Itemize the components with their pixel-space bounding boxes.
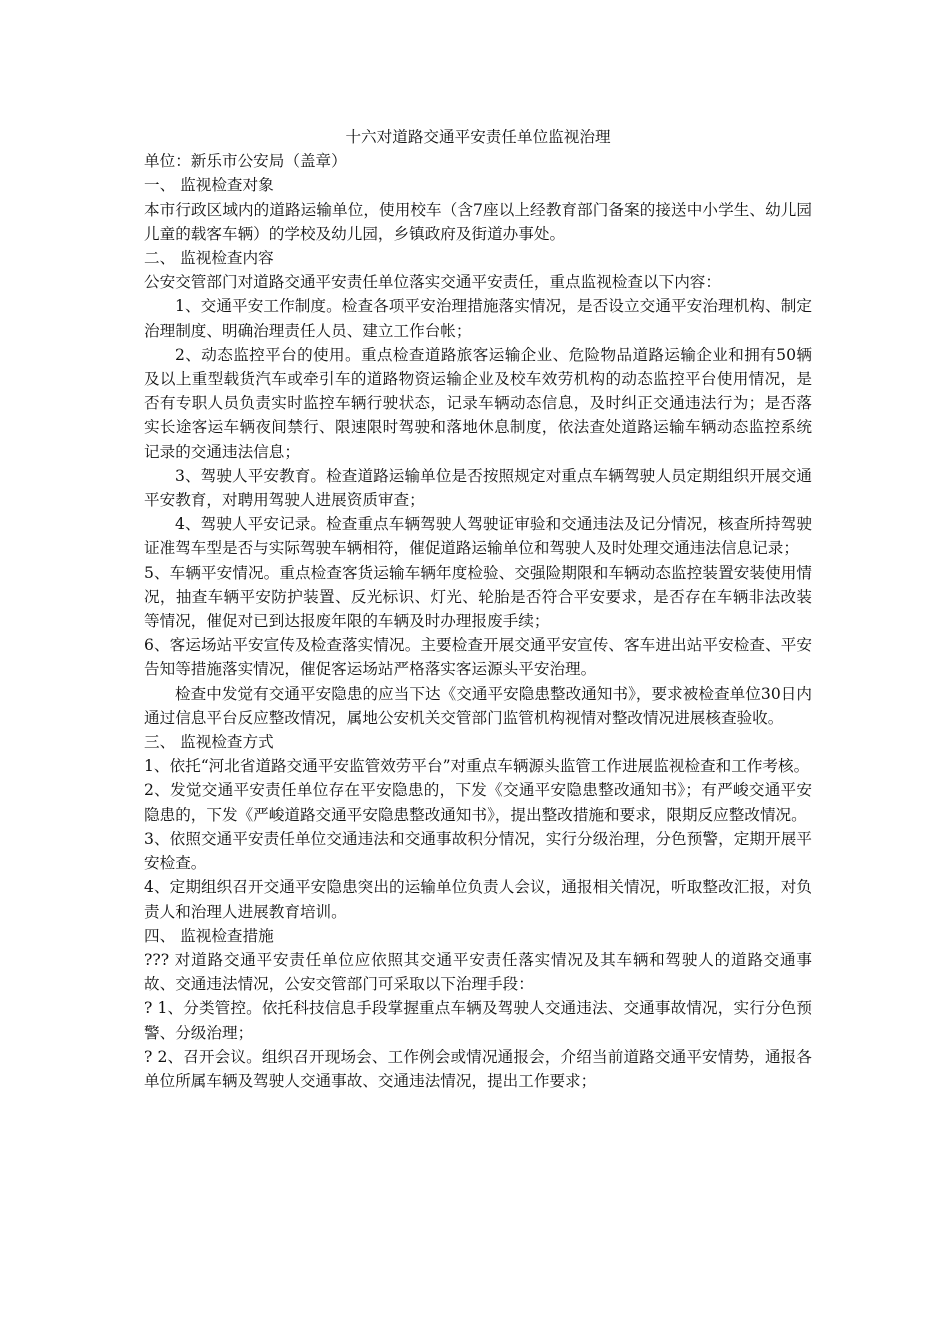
paragraph: 公安交管部门对道路交通平安责任单位落实交通平安责任，重点监视检查以下内容： xyxy=(144,273,721,292)
section-heading: 二、 监视检查内容 xyxy=(144,249,274,268)
paragraph: 4、定期组织召开交通平安隐患突出的运输单位负责人会议，通报相关情况，听取整改汇报，对负责人和治理人进展教育培训。 xyxy=(144,878,812,921)
paragraph: 本市行政区域内的道路运输单位，使用校车（含7座以上经教育部门备案的接送中小学生、幼儿园儿童的载客车辆）的学校及幼儿园，乡镇政府及街道办事处。 xyxy=(144,200,812,243)
document-body xyxy=(144,125,812,1093)
section-heading: 一、 监视检查对象 xyxy=(144,176,274,195)
paragraph-list xyxy=(144,173,812,1093)
paragraph: 1、依托“河北省道路交通平安监管效劳平台”对重点车辆源头监管工作进展监视检查和工作考核。 xyxy=(144,757,810,776)
paragraph: 5、车辆平安情况。重点检查客货运输车辆年度检验、交强险期限和车辆动态监控装置安装使用情况，抽查车辆平安防护装置、反光标识、灯光、轮胎是否符合平安要求，是否存在车辆非法改装等情况，催促对已到达报废年限的车辆及时办理报废手续； xyxy=(144,563,812,631)
paragraph: 6、客运场站平安宣传及检查落实情况。主要检查开展交通平安宣传、客车进出站平安检查、平安告知等措施落实情况，催促客运场站严格落实客运源头平安治理。 xyxy=(144,636,812,679)
section-heading: 四、 监视检查措施 xyxy=(144,926,274,945)
paragraph: 4、驾驶人平安记录。检查重点车辆驾驶人驾驶证审验和交通违法及记分情况，核查所持驾驶证准驾车型是否与实际驾驶车辆相符，催促道路运输单位和驾驶人及时处理交通违法信息记录； xyxy=(144,515,812,558)
paragraph: ??? 对道路交通平安责任单位应依照其交通平安责任落实情况及其车辆和驾驶人的道路交通事故、交通违法情况，公安交管部门可采取以下治理手段： xyxy=(144,950,812,994)
paragraph: 3、依照交通平安责任单位交通违法和交通事故积分情况，实行分级治理，分色预警，定期开展平安检查。 xyxy=(144,829,812,873)
paragraph: 2、动态监控平台的使用。重点检查道路旅客运输企业、危险物品道路运输企业和拥有50辆及以上重型载货汽车或牵引车的道路物资运输企业及校车效劳机构的动态监控平台使用情况，是否有专职人员负责实时监控车辆行驶状态，记录车辆动态信息，及时纠正交通违法行为；是否落实长途客运车辆夜间禁行、限速限时驾驶和落地休息制度，依法查处道路运输车辆动态监控系统记录的交通违法信息； xyxy=(144,345,812,461)
issuing-unit: 单位：新乐市公安局（盖章） xyxy=(144,152,347,171)
paragraph: 检查中发觉有交通平安隐患的应当下达《交通平安隐患整改通知书》，要求被检查单位30日内通过信息平台反应整改情况，属地公安机关交管部门监管机构视情对整改情况进展核查验收。 xyxy=(144,684,812,727)
paragraph: 2、发觉交通平安责任单位存在平安隐患的，下发《交通平安隐患整改通知书》；有严峻交通平安隐患的，下发《严峻道路交通平安隐患整改通知书》，提出整改措施和要求，限期反应整改情况。 xyxy=(144,781,812,824)
paragraph: 3、驾驶人平安教育。检查道路运输单位是否按照规定对重点车辆驾驶人员定期组织开展交通平安教育，对聘用驾驶人进展资质审查； xyxy=(144,466,812,510)
section-heading: 三、 监视检查方式 xyxy=(144,733,274,752)
document-title: 十六对道路交通平安责任单位监视治理 xyxy=(345,128,611,146)
paragraph: ? 1、分类管控。依托科技信息手段掌握重点车辆及驾驶人交通违法、交通事故情况，实行分色预警、分级治理； xyxy=(144,999,812,1042)
paragraph: 1、交通平安工作制度。检查各项平安治理措施落实情况，是否设立交通平安治理机构、制定治理制度、明确治理责任人员、建立工作台帐； xyxy=(144,297,812,340)
paragraph: ? 2、召开会议。组织召开现场会、工作例会或情况通报会，介绍当前道路交通平安情势，通报各单位所属车辆及驾驶人交通事故、交通违法情况，提出工作要求； xyxy=(144,1047,812,1090)
